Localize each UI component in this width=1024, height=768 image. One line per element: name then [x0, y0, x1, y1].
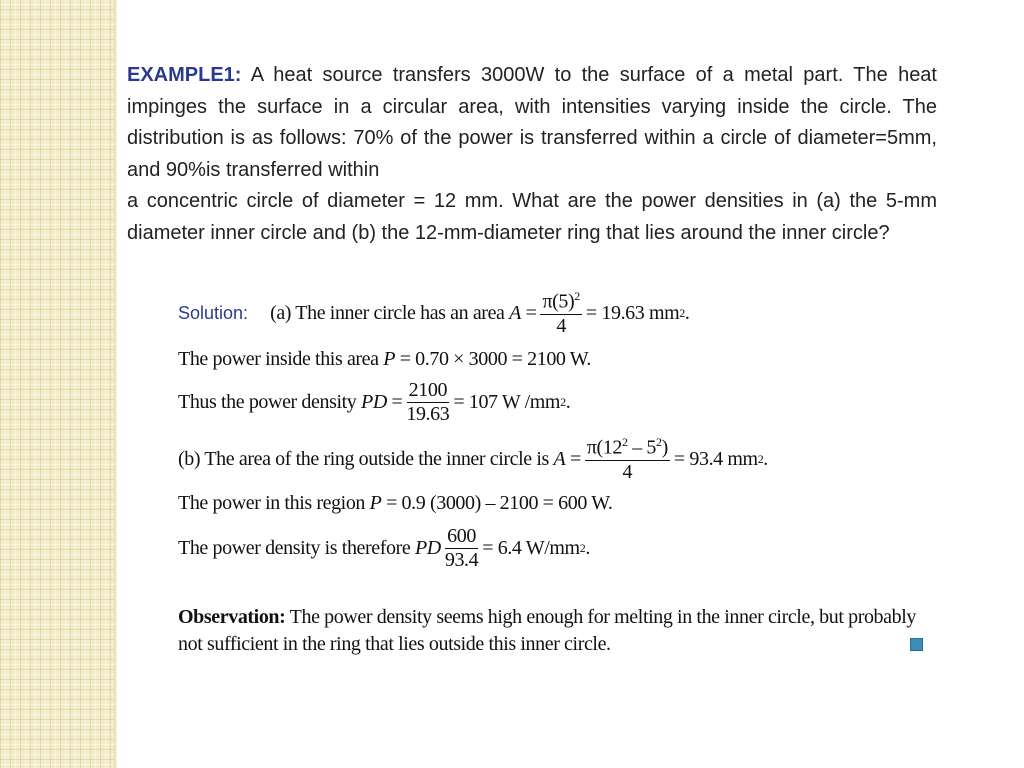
area-fraction-b: $\frac{\pi(12^2 - 5^2)}{4}$	[586, 435, 668, 483]
end-square-icon	[910, 638, 923, 651]
observation	[178, 604, 928, 658]
solution-label: Solution:	[178, 302, 249, 323]
problem-text-2: a concentric circle of diameter = 12 mm. What are the power densities in (a) the 5-mm diameter inner circle and (b) the 12-mm-diameter ring that lies around the inner circle?	[127, 190, 937, 244]
solution-line-6: The power density is therefore PD $\frac{600}{93.4}$ = 6.4 W/mm 2 .	[178, 525, 590, 571]
line-a-text: (a) The inner circle has an area	[270, 301, 505, 324]
area-fraction-a: $\frac{\pi(5)^2}{4}$	[542, 289, 580, 337]
side-decoration	[0, 0, 114, 768]
example-label: EXAMPLE1:	[127, 64, 242, 86]
solution-line-3: Thus the power density PD = $\frac{2100}{19.63}$ = 107 W /mm 2 .	[178, 379, 571, 425]
solution-line-5: The power in this region P = 0.9 (3000) – 2100 = 600 W.	[178, 492, 613, 514]
line-a-var: A	[509, 301, 521, 324]
problem-text-1: A heat source transfers 3000W to the surface of a metal part. The heat impinges the surface in a circular area, with intensities varying inside the circle. The distribution is as follows: 70% of the power is transferred within a circle of diameter=5mm, and 90%is transferred within	[127, 64, 937, 181]
side-edge	[114, 0, 117, 768]
observation-text: The power density seems high enough for melting in the inner circle, but probably not sufficient in the ring that lies outside this inner circle.	[178, 606, 916, 655]
problem-statement	[127, 60, 937, 249]
line-a-result: = 19.63 mm	[585, 301, 680, 324]
solution-line-2: The power inside this area P = 0.70 × 3000 = 2100 W.	[178, 348, 592, 370]
observation-label: Observation:	[178, 606, 286, 628]
solution-line-b: (b) The area of the ring outside the inner circle is A = $\frac{\pi(12^2 - 5^2)}{4}$ = 93.4 mm 2 .	[178, 435, 768, 483]
solution-line-a: Solution: (a) The inner circle has an area A = $\frac{\pi(5)^2}{4}$ = 19.63 mm 2 .	[178, 289, 690, 337]
power-density-fraction-b: $\frac{600}{93.4}$	[444, 525, 479, 571]
power-density-fraction-a: $\frac{2100}{19.63}$	[406, 379, 450, 425]
